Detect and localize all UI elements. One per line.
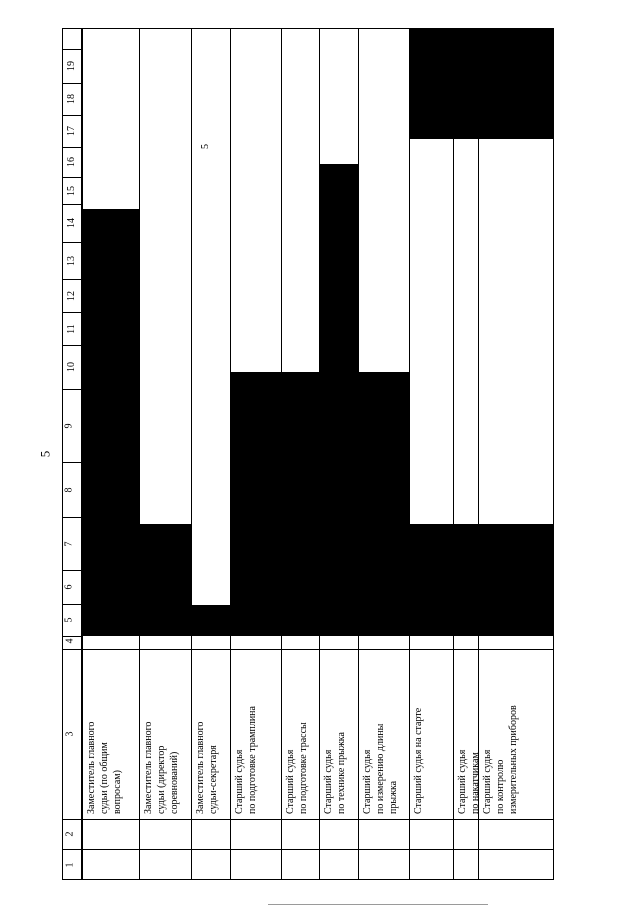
row-label-4: по подготовке трамплина [247,706,258,814]
row-label-2: соревнований) [169,751,180,814]
day-col-9: 9 [63,423,75,428]
row-label-1: судьи (по общим [99,742,110,814]
day-col-10: 10 [66,362,77,372]
day-divider [63,115,82,116]
schedule-bar [319,164,358,636]
schedule-bar [409,524,478,636]
schedule-table [62,28,554,880]
day-divider [63,312,82,313]
schedule-bar [358,372,409,636]
day-col-17: 17 [66,126,77,136]
day-col-8: 8 [63,487,75,492]
day-col-18: 18 [66,94,77,104]
row-label-7: по измерению длины [375,723,386,814]
schedule-bar [230,372,319,636]
row-divider [191,29,192,880]
day-col-14: 14 [66,218,77,228]
day-divider [63,462,82,463]
row-label-6: Старший судья [323,749,334,814]
row-label-9: Старший судья [457,749,468,814]
row-label-7: Старший судья [362,749,373,814]
header-col-1: 1 [64,862,76,868]
schedule-bar [478,524,554,636]
row-label-10: измерительных приборов [508,705,519,814]
row-divider [139,29,140,880]
day-divider [63,517,82,518]
day-divider [63,389,82,390]
row-label-3: судьи-секретаря [208,745,219,814]
day-divider [63,345,82,346]
day-col-12: 12 [66,290,77,301]
day-col-15: 15 [66,185,77,196]
day-col-7: 7 [63,541,75,546]
day-col-6: 6 [63,584,75,590]
header-col-3: 3 [64,731,76,737]
day-divider [63,147,82,148]
row-label-10: по контролю [495,759,506,814]
day-col-16: 16 [66,157,77,167]
day-divider [63,570,82,571]
col-divider [63,819,554,820]
day-divider [63,177,82,178]
schedule-bar [139,524,191,636]
row-label-7: прыжка [388,780,399,814]
row-label-1: вопросам) [112,770,123,814]
schedule-bar [82,209,139,636]
row-label-10: Старший судья [482,749,493,814]
header-col-2: 2 [64,831,76,837]
row-label-1: Заместитель главного [86,721,97,814]
row-label-8: Старший судья на старте [413,707,424,814]
header-col-4: 4 [64,638,76,644]
row-label-2: судьи (директор [156,745,167,814]
row-divider [409,29,410,880]
day-divider [63,604,82,605]
row-label-6: по технике прыжка [336,732,347,814]
col-divider [63,849,554,850]
schedule-bar [191,605,230,636]
inner-note: 5 [200,144,211,149]
day-divider [63,636,82,637]
row-label-9: по накатчикам [470,752,481,814]
day-col-5: 5 [63,617,75,623]
row-label-5: по подготовке трассы [298,722,309,814]
page-number: 5 [37,450,53,458]
day-divider [63,204,82,205]
day-divider [63,242,82,243]
day-divider [63,279,82,280]
row-label-2: Заместитель главного [143,721,154,814]
day-col-11: 11 [65,323,77,334]
day-divider [63,83,82,84]
day-col-13: 13 [66,255,77,266]
day-divider [63,49,82,50]
row-label-5: Старший судья [285,749,296,814]
row-divider [453,29,454,880]
day-col-19: 19 [66,61,77,71]
row-label-3: Заместитель главного [195,721,206,814]
row-label-4: Старший судья [234,749,245,814]
col-divider [63,649,554,650]
schedule-bar [409,29,554,139]
